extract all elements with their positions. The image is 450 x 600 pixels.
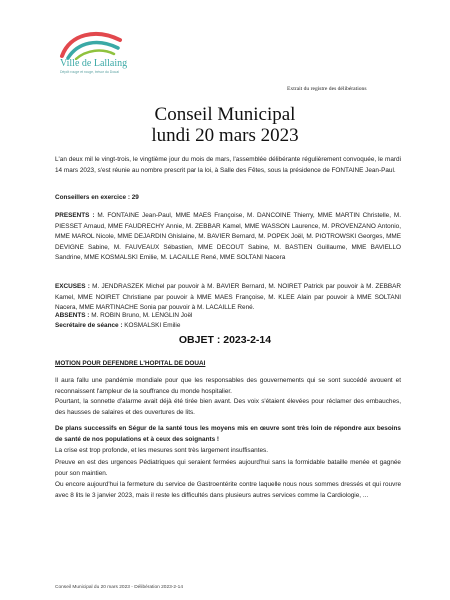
motion-paragraph-2: Pourtant, la sonnette d'alarme avait déjà été tirée bien avant. Des voix s'étaient élevées pour réclamer des embauches, des hausses de salaires et des ouvertures de lits.: [55, 398, 401, 416]
town-logo: [52, 28, 132, 88]
page-title: Conseil Municipal: [154, 104, 296, 125]
absents-list: M. ROBIN Bruno, M. LENGLIN Joël: [91, 312, 193, 319]
logo-tagline: Dépôt rouge et rouge, trésor du Douai: [60, 70, 119, 74]
conseillers-count: Conseillers en exercice : 29: [55, 194, 139, 201]
presents-block: [55, 211, 401, 264]
logo-name: Ville de Lallaing: [60, 58, 128, 69]
excuses-block: [55, 282, 401, 314]
objet-heading: OBJET : 2023-2-14: [178, 334, 272, 346]
intro-paragraph: L'an deux mil le vingt-trois, le vingtième jour du mois de mars, l'assemblée délibérante régulièrement convoquée, le mardi 14 mars 2023, s'est réunie au nombre prescrit par la loi, à Salle des Fêtes, sous la présidence de FONTAINE Jean-Paul.: [55, 156, 401, 174]
presents-list: M. FONTAINE Jean-Paul, MME MAES Françoise, M. DANCOINE Thierry, MME MARTIN Christelle, M. PIESSET Arnaud, MME FAUDRECHY Annie, M. ZEBBAR Kamel, MME WASSON Laurence, M. PROVENZANO Antonio, MME MAROL Nicole, MME DEJARDIN Ghislaine, M. BAVIER Bernard, M. POPEK Joël, M. PIOTROWSKI Georges, MME DEVIGNE Sabine, M. FAUVEAUX Sébastien, MME DECOUT Sabine, M. BASTIEN Guillaume, MME BAVIELLO Sandrine, MME KOSMALSKI Emilie, M. LACAILLE René, MME SOLTANI Nacera: [55, 212, 401, 261]
secretaire-label: Secrétaire de séance :: [55, 322, 123, 329]
secretaire-block: [55, 321, 401, 332]
motion-paragraph-5: [55, 458, 401, 479]
extract-note: Extrait du registre des délibérations: [287, 86, 367, 92]
motion-paragraph-1: Il aura fallu une pandémie mondiale pour que les responsables des gouvernements qui se sont succédé avouent et reconnaissent l'ampleur de la souffrance du monde hospitalier.: [55, 377, 401, 395]
motion-paragraph-6: Ou encore aujourd'hui la fermeture du service de Gastroentérite contre laquelle nous nous sommes dressés et qui rouvre avec 8 lits le 3 janvier 2023, mais il reste les difficultés dans plusieurs autres services comme la Cardiologie, ...: [55, 481, 401, 499]
logo-emblem-icon: [52, 28, 132, 60]
motion-paragraph-5-text: Preuve en est des urgences Pédiatriques qui seraient fermées aujourd'hui sans la formidable bataille menée et gagnée pour son maintien.: [55, 459, 401, 477]
motion-title: MOTION POUR DEFENDRE L'HOPITAL DE DOUAI: [55, 360, 206, 367]
motion-paragraph-4: La crise est trop profonde, et les mesures sont très largement insuffisantes.: [55, 447, 269, 454]
page-date: lundi 20 mars 2023: [151, 125, 299, 146]
excuses-list: M. JENDRASZEK Michel par pouvoir à M. BAVIER Bernard, M. NOIRET Patrick par pouvoir à M. ZEBBAR Kamel, MME NOIRET Christiane par pouvoir à MME MAES Françoise, M. KLEE Alain par pouvoir à MME SOLTANI Nacera, MME MARTINACHE Sonia par pouvoir à M. LACAILLE René.: [55, 283, 401, 311]
motion-paragraph-3: De plans successifs en Ségur de la santé tous les moyens mis en œuvre sont très loin de répondre aux besoins de santé de nos populations et à ceux des soignants !: [55, 425, 401, 443]
absents-block: [55, 311, 401, 322]
secretaire-name: KOSMALSKI Emilie: [124, 322, 181, 329]
page-footer: Conseil Municipal du 20 mars 2023 - Délibération 2023-2-14: [55, 585, 183, 590]
absents-label: ABSENTS :: [55, 312, 90, 319]
excuses-label: EXCUSES :: [55, 283, 90, 290]
presents-label: PRESENTS :: [55, 212, 95, 219]
